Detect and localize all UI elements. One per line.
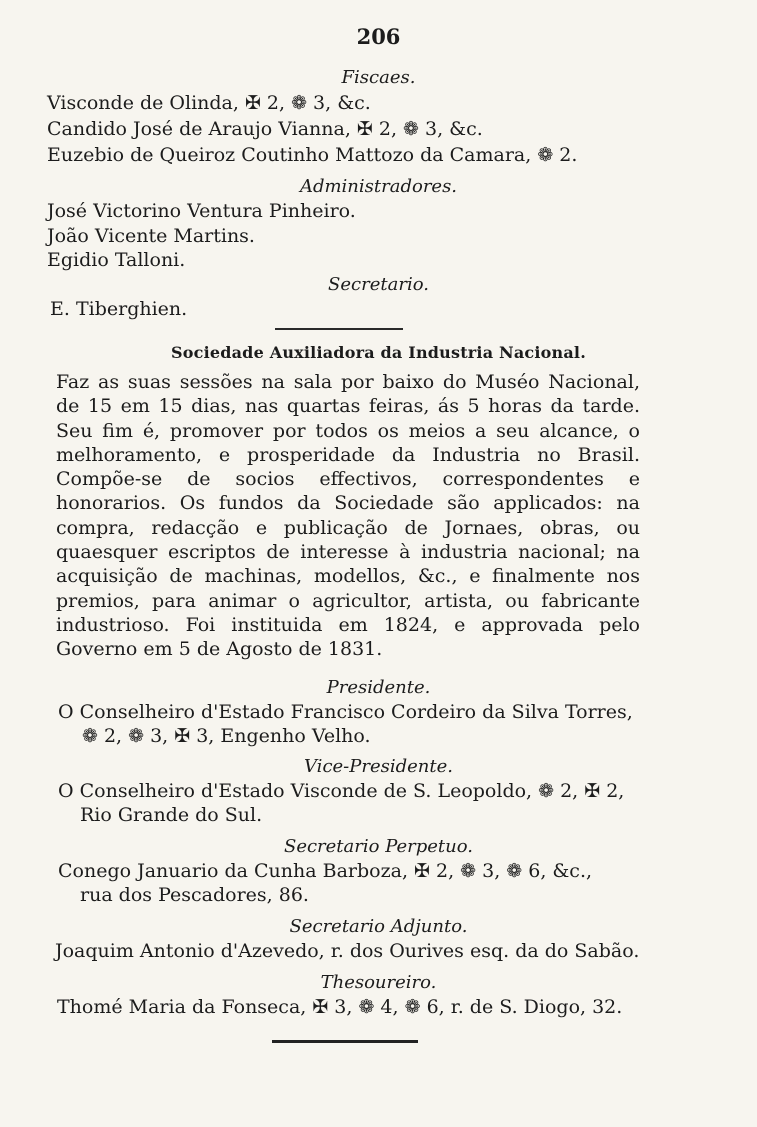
secretario-heading: Secretario. — [328, 274, 429, 295]
bottom-divider — [272, 1040, 418, 1043]
section-divider — [275, 328, 403, 330]
page-number: 206 — [356, 24, 401, 49]
presidente-heading: Presidente. — [326, 677, 431, 698]
administrador-line-2: João Vicente Martins. — [47, 225, 255, 247]
presidente-line-2: ❁ 2, ❁ 3, ✠ 3, Engenho Velho. — [82, 725, 371, 747]
society-title: Sociedade Auxiliadora da Industria Nacional. — [171, 343, 586, 362]
fiscaes-heading: Fiscaes. — [341, 67, 416, 88]
secretario-adjunto-line-1: Joaquim Antonio d'Azevedo, r. dos Ourives esq. da do Sabão. — [55, 940, 640, 962]
secretario-perpetuo-heading: Secretario Perpetuo. — [283, 836, 473, 857]
vice-presidente-line-2: Rio Grande do Sul. — [80, 804, 263, 826]
vice-presidente-heading: Vice-Presidente. — [304, 756, 453, 777]
thesoureiro-line-1: Thomé Maria da Fonseca, ✠ 3, ❁ 4, ❁ 6, r. de S. Diogo, 32. — [57, 996, 623, 1018]
fiscal-line-2: Candido José de Araujo Vianna, ✠ 2, ❁ 3, &c. — [47, 118, 483, 140]
society-description: Faz as suas sessões na sala por baixo do Muséo Nacional, de 15 em 15 dias, nas quartas feiras, ás 5 horas da tarde. Seu fim é, promover por todos os meios a seu alcance, o melhoramento, e prosperidade da Industria no Brasil. Compõe-se de socios effectivos, correspondentes e honorarios. Os fundos da Sociedade são applicados: na compra, redacção e publicação de Jornaes, obras, ou quaesquer escriptos de interesse à industria nacional; na acquisição de machinas, modellos, &c., e finalmente nos premios, para animar o agricultor, artista, ou fabricante industrioso. Foi instituida em 1824, e approvada pelo Governo em 5 de Agosto de 1831. — [56, 371, 640, 661]
administrador-line-1: José Victorino Ventura Pinheiro. — [47, 200, 356, 222]
secretario-name: E. Tiberghien. — [50, 298, 188, 320]
vice-presidente-line-1: O Conselheiro d'Estado Visconde de S. Leopoldo, ❁ 2, ✠ 2, — [58, 780, 625, 802]
secretario-perpetuo-line-1: Conego Januario da Cunha Barboza, ✠ 2, ❁ 3, ❁ 6, &c., — [58, 860, 593, 882]
fiscal-line-1: Visconde de Olinda, ✠ 2, ❁ 3, &c. — [47, 92, 371, 114]
secretario-perpetuo-line-2: rua dos Pescadores, 86. — [80, 884, 309, 906]
administrador-line-3: Egidio Talloni. — [47, 249, 186, 271]
administradores-heading: Administradores. — [299, 176, 458, 197]
fiscal-line-3: Euzebio de Queiroz Coutinho Mattozo da Camara, ❁ 2. — [47, 144, 578, 166]
thesoureiro-heading: Thesoureiro. — [320, 972, 437, 993]
presidente-line-1: O Conselheiro d'Estado Francisco Cordeiro da Silva Torres, — [58, 701, 633, 723]
secretario-adjunto-heading: Secretario Adjunto. — [289, 916, 468, 937]
